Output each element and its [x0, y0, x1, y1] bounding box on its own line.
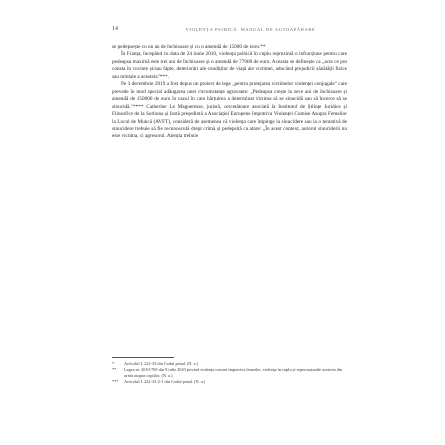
footnote-3 [112, 379, 347, 385]
footnote-separator [112, 357, 174, 358]
footnote-text: Legea nr. 2010-769 din 9 iulie 2010 privind violența comisă împotriva femeilor, violența în cuplu și repercusiunile acesteia din urmă asupra copiilor. (N. a.) [124, 367, 343, 379]
footnote-text: Articolul L 222-33-2-1 din Codul penal. (N. a.) [124, 379, 206, 385]
footnotes [112, 361, 347, 385]
paragraph-3: Pe 3 decembrie 2019 a fost depus un proiect de lege „pentru protejarea victimelor violenței conjugale" care prevede în mod special adăugarea unei circumstanțe agravante: „Pedeapsa crește la zece ani de închisoare și amendă de 150000 de euro în cazul în care hărțuirea a determinat victima să se sinucidă sau să încerce să se sinucidă."**** Catherine Le Magueresse, juristă, cercetătoare asociată la Institutul de Științe Juridice și Filosofice de la Sorbona și fostă președintă a Asociației Europene împotriva Violenței Comise Asupra Femeilor la Locul de Muncă (AVFT), consideră de asemenea că violența care împinge la sinucidere sau la o tentativă de sinucidere trebuie să fie recunoscută drept crimă și pedepsită ca atare: „În acest context, autorul sinuciderii nu este victima, ci agresorul. Atenția trebuie [112, 81, 347, 140]
running-title: VIOLENȚA PSIHICĂ. MANUAL DE AUTOAPĂRARE [185, 27, 316, 32]
paragraph-1: se pedepsește cu un an de închisoare și cu o amendă de 15000 de euro.** [112, 44, 266, 50]
footnote-2 [112, 367, 347, 379]
page-number: 14 [112, 26, 118, 32]
body-text [112, 44, 347, 141]
running-header [112, 26, 347, 36]
footnote-marker: * [112, 361, 115, 366]
paragraph-2: În Franța, începând cu data de 24 iunie 2010, violența psihică în cuplu reprezintă o infracțiune pentru care pedeapsa maximă este trei ani de închisoare și o amendă de 77000 de euro. Aceasta se definește ca „acte ce pot consta în cuvinte și/sau fapte, deteriorări ale condiților de viață ale victimei, aducând prejudicii sănătății fizice sau mintale a acesteia"***. [112, 51, 347, 80]
footnote-marker: ** [112, 367, 117, 373]
footnote-marker: *** [112, 379, 119, 385]
footnote-text: Articolul L 222-33 din Codul penal. (N. a.) [124, 361, 199, 366]
